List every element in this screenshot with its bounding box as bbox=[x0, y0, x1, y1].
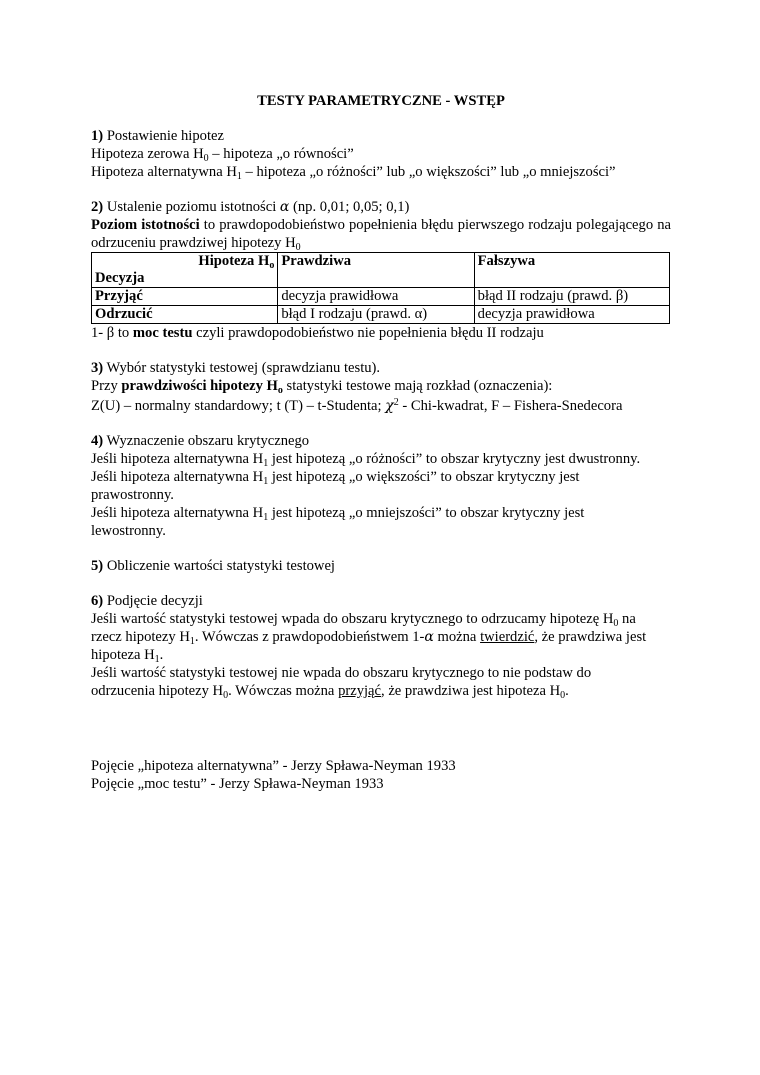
significance-definition: Poziom istotności to prawdopodobieństwo popełnienia błędu pierwszego rodzaju polegającego na odrzuceniu prawdziwej hipotezy $H_0$ bbox=[91, 217, 671, 253]
distributions-line: Z(U) – normalny standardowy; t (T) – t-Studenta; $\chi^2$ - Chi-kwadrat, F – Fishera-Snedecora bbox=[91, 397, 623, 414]
section-1 bbox=[91, 127, 671, 181]
chi-symbol: χ bbox=[385, 398, 394, 414]
table-cell: decyzja prawidłowa bbox=[278, 288, 474, 306]
header-hypothesis-decision: Hipoteza $H_o$ Decyzja bbox=[92, 253, 278, 288]
statistics-distribution-line: Przy prawdziwości hipotezy $H_o$ statystyki testowe mają rozkład (oznaczenia): bbox=[91, 378, 553, 396]
table-cell: błąd II rodzaju (prawd. β) bbox=[474, 288, 669, 306]
document-page bbox=[91, 92, 671, 793]
note-alternative-hypothesis: Pojęcie „hipoteza alternatywna” - Jerzy Spława-Neyman 1933 bbox=[91, 758, 456, 774]
section-2-heading: 2) Ustalenie poziomu istotności α (np. 0,01; 0,05; 0,1) bbox=[91, 199, 410, 215]
section-4-heading: 4) Wyznaczenie obszaru krytycznego bbox=[91, 433, 310, 449]
table-cell: błąd I rodzaju (prawd. α) bbox=[278, 306, 474, 324]
section-4 bbox=[91, 432, 671, 540]
table-header-row bbox=[92, 253, 670, 288]
header-true: Prawdziwa bbox=[278, 253, 474, 288]
header-false: Fałszywa bbox=[474, 253, 669, 288]
section-3 bbox=[91, 359, 671, 415]
section-6 bbox=[91, 592, 671, 700]
row-reject-label: Odrzucić bbox=[92, 306, 278, 324]
row-accept-label: Przyjąć bbox=[92, 288, 278, 306]
test-power-line: 1- β to moc testu czyli prawdopodobieństwo nie popełnienia błędu II rodzaju bbox=[91, 325, 544, 341]
decision-table bbox=[91, 252, 670, 324]
table-row bbox=[92, 288, 670, 306]
table-cell: decyzja prawidłowa bbox=[474, 306, 669, 324]
alpha-symbol: α bbox=[279, 199, 290, 215]
section-5 bbox=[91, 557, 671, 575]
note-test-power: Pojęcie „moc testu” - Jerzy Spława-Neyman 1933 bbox=[91, 776, 384, 792]
accept-decision-paragraph: Jeśli wartość statystyki testowej nie wpada do obszaru krytycznego to nie podstaw do odrzucenia hipotezy $H_0$. Wówczas można przyjąć, że prawdziwa jest hipoteza $H_0$. bbox=[91, 665, 592, 701]
section-6-heading: 6) Podjęcie decyzji bbox=[91, 593, 203, 609]
two-sided-line: Jeśli hipoteza alternatywna $H_1$ jest hipotezą „o różności” to obszar krytyczny jest dwustronny. bbox=[91, 451, 641, 469]
null-hypothesis-line: Hipoteza zerowa $H_0$ – hipoteza „o równości” bbox=[91, 146, 354, 164]
alt-hypothesis-line: Hipoteza alternatywna $H_1$ – hipoteza „o różności” lub „o większości” lub „o mniejszości” bbox=[91, 164, 616, 182]
section-5-heading: 5) Obliczenie wartości statystyki testowej bbox=[91, 558, 335, 574]
alpha-symbol: α bbox=[424, 629, 434, 645]
section-2 bbox=[91, 198, 671, 342]
left-sided-line: Jeśli hipoteza alternatywna $H_1$ jest hipotezą „o mniejszości” to obszar krytyczny jest lewostronny. bbox=[91, 505, 585, 539]
reject-decision-paragraph: Jeśli wartość statystyki testowej wpada do obszaru krytycznego to odrzucamy hipotezę $H_0$ na rzecz hipotezy $H_1$. Wówczas z prawdopodobieństwem 1-α można twierdzić, że prawdziwa jest hipoteza $H_1$. bbox=[91, 611, 647, 665]
section-1-heading: 1) Postawienie hipotez bbox=[91, 128, 224, 144]
table-row bbox=[92, 306, 670, 324]
right-sided-line: Jeśli hipoteza alternatywna $H_1$ jest hipotezą „o większości” to obszar krytyczny jest prawostronny. bbox=[91, 469, 580, 503]
history-notes bbox=[91, 757, 671, 793]
section-3-heading: 3) Wybór statystyki testowej (sprawdzianu testu). bbox=[91, 360, 381, 376]
page-title: TESTY PARAMETRYCZNE - WSTĘP bbox=[257, 93, 505, 109]
